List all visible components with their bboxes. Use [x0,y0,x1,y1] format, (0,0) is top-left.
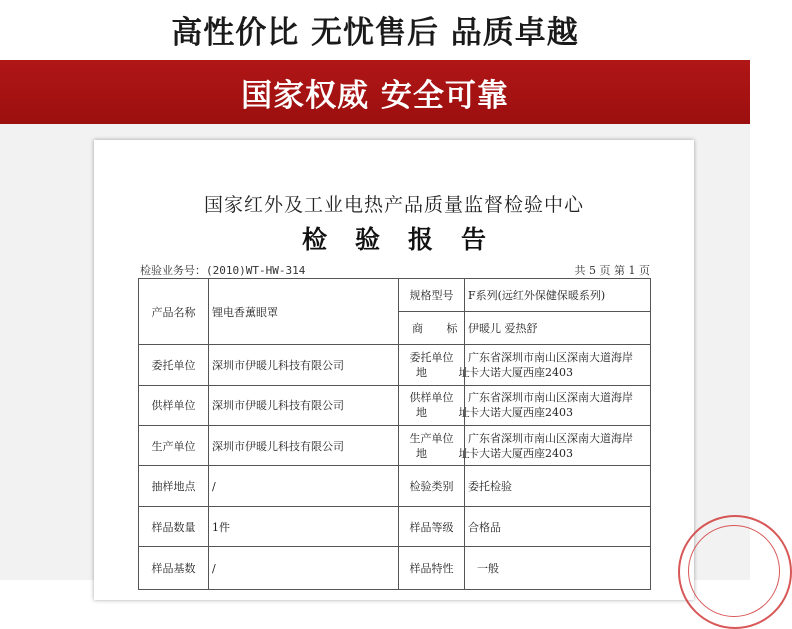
task-number: 检验业务号：(2010)WT-HW-314 [140,264,306,277]
red-banner [0,60,750,124]
producer-value: 深圳市伊暖儿科技有限公司 [209,425,399,465]
sample-feature-value: 一般 [465,547,651,590]
sample-base-label: 样品基数 [139,547,209,590]
sample-grade-value: 合格品 [465,506,651,546]
client-label: 委托单位 [139,345,209,385]
table-row [139,345,651,385]
client-address-label-2: 地 址 [416,365,484,379]
product-name-label: 产品名称 [139,279,209,345]
producer-address-value [465,425,651,465]
brand-label: 商 标 [399,312,465,345]
table-row [139,279,651,312]
client-address-label [399,345,484,385]
table-row [139,506,651,546]
producer-address-line-1: 广东省深圳市南山区深南大道海岸 [468,431,633,445]
banner-text: 国家权威 安全可靠 [241,77,509,114]
report-paper [94,140,694,600]
model-value: F系列(远红外保健保暖系列) [465,279,651,312]
client-address-value [465,345,651,385]
sample-qty-label: 样品数量 [139,506,209,546]
producer-address-line-2: 卡大诺大厦西座2403 [468,446,573,460]
slogan-title: 高性价比 无忧售后 品质卓越 [171,14,579,51]
sample-place-label: 抽样地点 [139,466,209,506]
supplier-address-label-2: 地 址 [416,406,484,420]
client-address-line-1: 广东省深圳市南山区深南大道海岸 [468,350,633,364]
table-row [139,425,651,465]
producer-address-label [399,425,484,465]
client-address-line-2: 卡大诺大厦西座2403 [468,365,573,379]
page-indicator: 共 5 页 第 1 页 [574,264,650,277]
inspect-type-label: 检验类别 [399,466,465,506]
sample-feature-label: 样品特性 [399,547,465,590]
model-label: 规格型号 [399,279,465,312]
report-meta [140,262,650,278]
supplier-address-line-2: 卡大诺大厦西座2403 [468,406,573,420]
report-title: 检验报告 [301,225,514,254]
sample-grade-label: 样品等级 [399,506,465,546]
supplier-address-value [465,385,651,425]
table-row [139,547,651,590]
inspect-type-value: 委托检验 [465,466,651,506]
supplier-value: 深圳市伊暖儿科技有限公司 [209,385,399,425]
sample-qty-value: 1件 [209,506,399,546]
client-address-label-1: 委托单位 [409,350,454,364]
table-row [139,466,651,506]
table-row [139,385,651,425]
red-seal-stamp [678,515,792,629]
producer-address-label-2: 地 址 [416,446,484,460]
sample-base-value: / [209,547,399,590]
producer-address-label-1: 生产单位 [409,431,454,445]
report-organization: 国家红外及工业电热产品质量监督检验中心 [203,194,584,216]
sample-place-value: / [209,466,399,506]
producer-label: 生产单位 [139,425,209,465]
supplier-address-label-1: 供样单位 [409,391,454,405]
report-table [138,278,651,590]
supplier-address-line-1: 广东省深圳市南山区深南大道海岸 [468,391,633,405]
supplier-address-label [399,385,484,425]
brand-value: 伊暖儿 爱热舒 [465,312,651,345]
seal-inner-ring [688,525,780,617]
client-value: 深圳市伊暖儿科技有限公司 [209,345,399,385]
supplier-label: 供样单位 [139,385,209,425]
product-name-value: 锂电香薰眼罩 [209,279,399,345]
